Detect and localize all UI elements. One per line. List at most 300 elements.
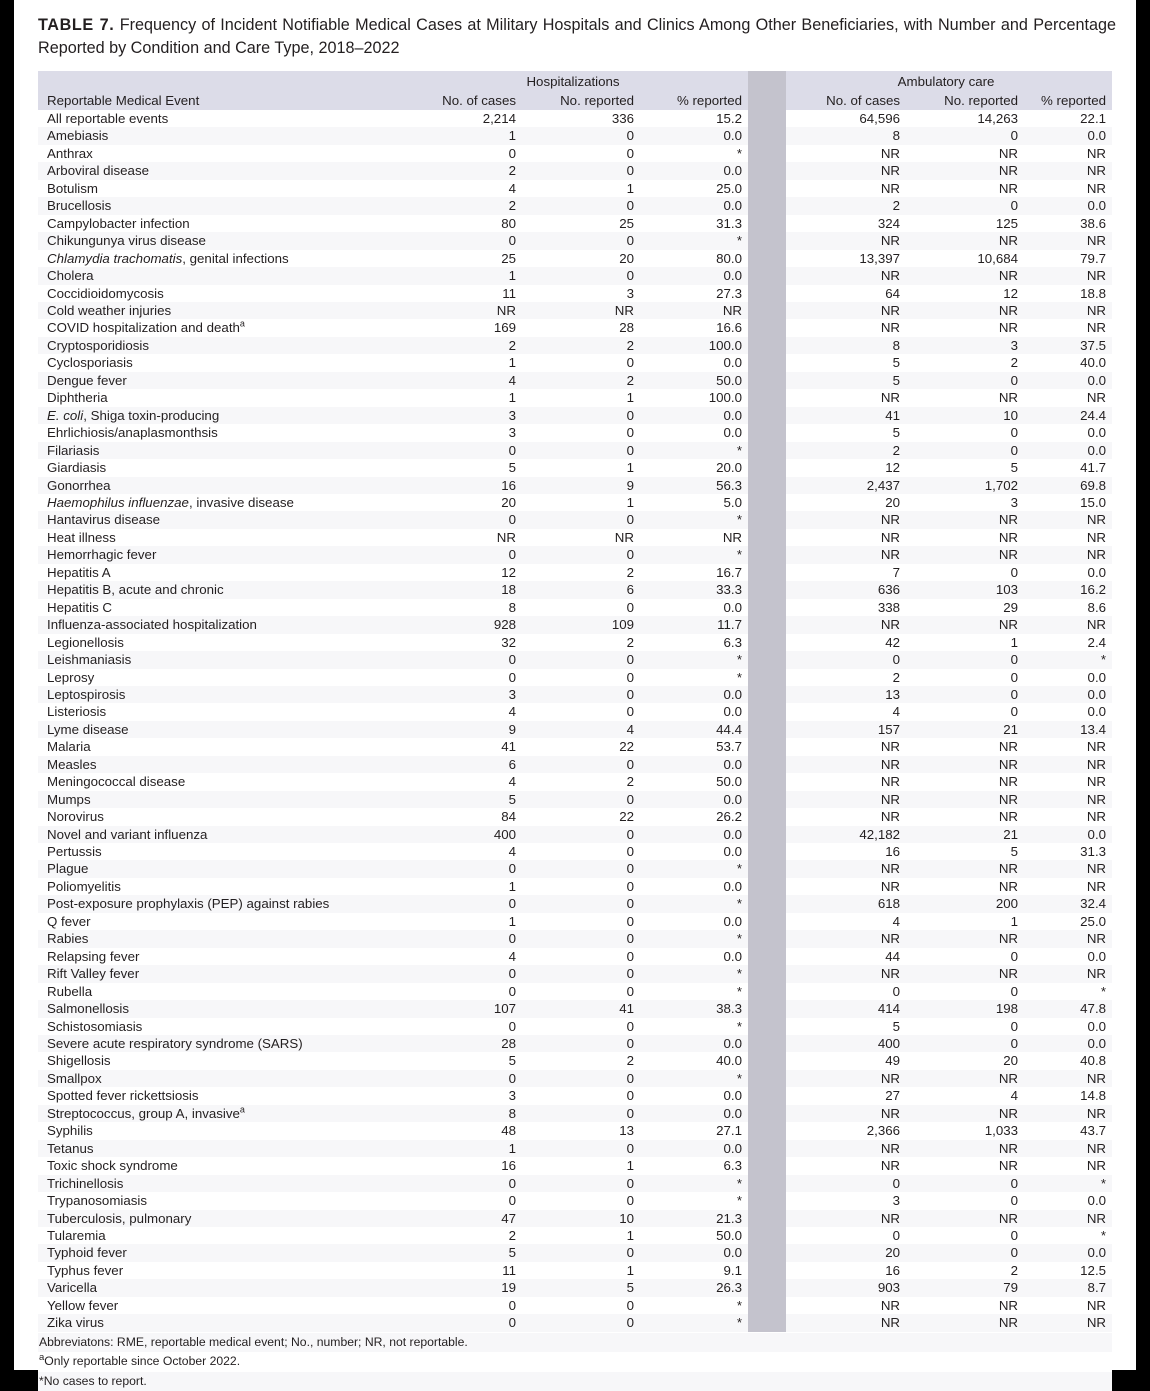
cell-amb-cases: 2,437: [786, 477, 906, 494]
footnote-star-marker: *: [39, 1373, 44, 1388]
cell-hosp-cases: 1: [404, 354, 522, 371]
cell-hosp-percent: 0.0: [640, 197, 748, 214]
table-row: [38, 285, 1112, 302]
cell-hosp-percent: 0.0: [640, 354, 748, 371]
column-separator: [748, 703, 786, 720]
cell-hosp-cases: 0: [404, 232, 522, 249]
cell-hosp-reported: 0: [522, 826, 640, 843]
cell-hosp-percent: *: [640, 651, 748, 668]
column-separator: [748, 337, 786, 354]
column-separator: [748, 1227, 786, 1244]
cell-amb-percent: NR: [1024, 145, 1112, 162]
cell-amb-percent: 0.0: [1024, 197, 1112, 214]
cell-event-name: Typhoid fever: [38, 1244, 404, 1261]
cell-amb-reported: 3: [906, 337, 1024, 354]
cell-hosp-cases: 3: [404, 686, 522, 703]
table-row: [38, 197, 1112, 214]
table-row: [38, 1262, 1112, 1279]
cell-amb-cases: 49: [786, 1052, 906, 1069]
cell-amb-percent: NR: [1024, 389, 1112, 406]
cell-amb-cases: 20: [786, 494, 906, 511]
header-group-row: [38, 71, 1112, 90]
column-separator: [748, 634, 786, 651]
cell-hosp-cases: 5: [404, 459, 522, 476]
cell-amb-percent: 25.0: [1024, 913, 1112, 930]
cell-hosp-percent: *: [640, 669, 748, 686]
cell-amb-reported: NR: [906, 529, 1024, 546]
cell-hosp-cases: 400: [404, 826, 522, 843]
table-row: [38, 703, 1112, 720]
cell-hosp-cases: 1: [404, 913, 522, 930]
column-separator: [748, 319, 786, 336]
cell-amb-reported: 198: [906, 1000, 1024, 1017]
cell-hosp-reported: 4: [522, 721, 640, 738]
cell-hosp-percent: 6.3: [640, 634, 748, 651]
cell-event-name: Norovirus: [38, 808, 404, 825]
cell-hosp-reported: 0: [522, 546, 640, 563]
column-separator: [748, 965, 786, 982]
cell-hosp-percent: 16.7: [640, 564, 748, 581]
cell-hosp-cases: 0: [404, 669, 522, 686]
footnotes-block: [38, 1333, 1112, 1391]
cell-hosp-cases: 19: [404, 1279, 522, 1296]
cell-hosp-percent: 31.3: [640, 215, 748, 232]
cell-amb-cases: 400: [786, 1035, 906, 1052]
cell-hosp-reported: 1: [522, 1157, 640, 1174]
table-row: [38, 529, 1112, 546]
cell-hosp-reported: 0: [522, 1035, 640, 1052]
header-hosp-reported: No. reported: [522, 90, 640, 110]
cell-event-name: Yellow fever: [38, 1297, 404, 1314]
cell-amb-reported: NR: [906, 1070, 1024, 1087]
notifiable-events-table: [38, 71, 1112, 1332]
cell-hosp-percent: 0.0: [640, 127, 748, 144]
cell-hosp-percent: 25.0: [640, 180, 748, 197]
cell-hosp-percent: 27.1: [640, 1122, 748, 1139]
cell-hosp-cases: 5: [404, 791, 522, 808]
table-row: [38, 477, 1112, 494]
cell-event-name: Varicella: [38, 1279, 404, 1296]
cell-event-name: Rabies: [38, 930, 404, 947]
cell-hosp-percent: 0.0: [640, 1244, 748, 1261]
cell-hosp-cases: 8: [404, 1105, 522, 1122]
table-row: [38, 250, 1112, 267]
cell-amb-cases: 338: [786, 599, 906, 616]
column-separator: [748, 1279, 786, 1296]
cell-amb-reported: 125: [906, 215, 1024, 232]
header-col-event: Reportable Medical Event: [38, 90, 404, 110]
header-group-hospitalizations: Hospitalizations: [404, 71, 748, 90]
table-row: [38, 389, 1112, 406]
cell-amb-percent: NR: [1024, 1105, 1112, 1122]
table-row: [38, 669, 1112, 686]
cell-hosp-reported: 0: [522, 1105, 640, 1122]
cell-amb-cases: NR: [786, 319, 906, 336]
cell-amb-reported: NR: [906, 1297, 1024, 1314]
cell-amb-reported: NR: [906, 267, 1024, 284]
cell-hosp-cases: 16: [404, 477, 522, 494]
cell-event-name: Anthrax: [38, 145, 404, 162]
cell-amb-percent: 16.2: [1024, 581, 1112, 598]
cell-event-name: Shigellosis: [38, 1052, 404, 1069]
cell-hosp-percent: 27.3: [640, 285, 748, 302]
cell-event-name: Cholera: [38, 267, 404, 284]
cell-hosp-cases: 0: [404, 965, 522, 982]
cell-hosp-cases: 11: [404, 285, 522, 302]
table-row: [38, 634, 1112, 651]
cell-hosp-cases: 12: [404, 564, 522, 581]
cell-amb-reported: 12: [906, 285, 1024, 302]
cell-amb-cases: NR: [786, 267, 906, 284]
footnote-star-text: No cases to report.: [43, 1373, 147, 1388]
column-separator: [748, 1210, 786, 1227]
cell-hosp-cases: 107: [404, 1000, 522, 1017]
cell-hosp-cases: 4: [404, 703, 522, 720]
cell-hosp-percent: 100.0: [640, 337, 748, 354]
table-row: [38, 686, 1112, 703]
cell-event-name: Hepatitis B, acute and chronic: [38, 581, 404, 598]
cell-hosp-reported: 0: [522, 965, 640, 982]
cell-hosp-percent: 0.0: [640, 791, 748, 808]
column-separator: [748, 442, 786, 459]
cell-hosp-percent: *: [640, 145, 748, 162]
column-separator: [748, 285, 786, 302]
cell-amb-percent: 38.6: [1024, 215, 1112, 232]
cell-hosp-cases: 2: [404, 337, 522, 354]
cell-amb-reported: NR: [906, 808, 1024, 825]
cell-amb-cases: NR: [786, 1070, 906, 1087]
cell-amb-reported: NR: [906, 232, 1024, 249]
column-separator: [748, 913, 786, 930]
table-row: [38, 808, 1112, 825]
cell-amb-cases: 4: [786, 703, 906, 720]
table-number: TABLE 7.: [38, 16, 115, 34]
cell-hosp-cases: 3: [404, 424, 522, 441]
column-separator: [748, 808, 786, 825]
cell-hosp-reported: 20: [522, 250, 640, 267]
column-separator: [748, 1070, 786, 1087]
cell-hosp-cases: 1: [404, 1140, 522, 1157]
table-row: [38, 232, 1112, 249]
cell-amb-reported: 2: [906, 1262, 1024, 1279]
cell-amb-cases: 5: [786, 1018, 906, 1035]
column-separator: [748, 1105, 786, 1122]
cell-amb-percent: *: [1024, 1175, 1112, 1192]
cell-event-name: Chlamydia trachomatis, genital infections: [38, 250, 404, 267]
column-separator: [748, 477, 786, 494]
cell-hosp-percent: 0.0: [640, 267, 748, 284]
cell-amb-percent: 40.0: [1024, 354, 1112, 371]
cell-amb-reported: NR: [906, 930, 1024, 947]
cell-amb-cases: 2: [786, 442, 906, 459]
cell-event-name: Measles: [38, 756, 404, 773]
cell-amb-percent: 0.0: [1024, 703, 1112, 720]
cell-amb-cases: 8: [786, 127, 906, 144]
cell-hosp-reported: 0: [522, 1297, 640, 1314]
cell-hosp-percent: 0.0: [640, 843, 748, 860]
column-separator: [748, 372, 786, 389]
cell-amb-percent: 32.4: [1024, 895, 1112, 912]
cell-hosp-percent: 0.0: [640, 948, 748, 965]
cell-event-name: Giardiasis: [38, 459, 404, 476]
cell-hosp-reported: 0: [522, 1018, 640, 1035]
cell-event-name: Zika virus: [38, 1314, 404, 1331]
column-separator: [748, 1018, 786, 1035]
cell-amb-cases: 27: [786, 1087, 906, 1104]
column-separator: [748, 651, 786, 668]
cell-amb-percent: NR: [1024, 162, 1112, 179]
cell-hosp-cases: 0: [404, 511, 522, 528]
cell-amb-reported: 0: [906, 442, 1024, 459]
cell-hosp-cases: 0: [404, 651, 522, 668]
cell-hosp-reported: 25: [522, 215, 640, 232]
cell-amb-cases: 5: [786, 354, 906, 371]
table-row: [38, 1297, 1112, 1314]
cell-amb-cases: 13: [786, 686, 906, 703]
cell-amb-cases: NR: [786, 180, 906, 197]
cell-amb-cases: 903: [786, 1279, 906, 1296]
table-row: [38, 756, 1112, 773]
cell-amb-cases: NR: [786, 1105, 906, 1122]
header-subrow: [38, 90, 1112, 110]
cell-amb-cases: NR: [786, 965, 906, 982]
cell-amb-percent: 0.0: [1024, 686, 1112, 703]
cell-amb-percent: 0.0: [1024, 1035, 1112, 1052]
cell-amb-cases: 324: [786, 215, 906, 232]
cell-amb-percent: 15.0: [1024, 494, 1112, 511]
cell-amb-percent: NR: [1024, 180, 1112, 197]
cell-amb-reported: 0: [906, 564, 1024, 581]
cell-hosp-reported: 0: [522, 267, 640, 284]
cell-hosp-percent: 0.0: [640, 913, 748, 930]
column-separator: [748, 1052, 786, 1069]
cell-amb-percent: 0.0: [1024, 372, 1112, 389]
cell-amb-percent: 14.8: [1024, 1087, 1112, 1104]
cell-event-name: Arboviral disease: [38, 162, 404, 179]
event-name-italic: Chlamydia trachomatis: [47, 250, 183, 266]
cell-hosp-percent: NR: [640, 302, 748, 319]
cell-amb-reported: NR: [906, 145, 1024, 162]
cell-amb-cases: 13,397: [786, 250, 906, 267]
header-hosp-cases: No. of cases: [404, 90, 522, 110]
cell-hosp-cases: 4: [404, 948, 522, 965]
cell-amb-percent: NR: [1024, 616, 1112, 633]
cell-amb-reported: NR: [906, 302, 1024, 319]
cell-amb-percent: NR: [1024, 1070, 1112, 1087]
cell-event-name: Mumps: [38, 791, 404, 808]
cell-amb-reported: 0: [906, 948, 1024, 965]
column-separator: [748, 1262, 786, 1279]
cell-amb-percent: NR: [1024, 1297, 1112, 1314]
cell-amb-reported: NR: [906, 389, 1024, 406]
cell-event-name: Malaria: [38, 738, 404, 755]
column-separator: [748, 756, 786, 773]
column-separator: [748, 1297, 786, 1314]
cell-hosp-reported: 22: [522, 808, 640, 825]
cell-amb-cases: NR: [786, 878, 906, 895]
column-separator: [748, 878, 786, 895]
cell-hosp-reported: 22: [522, 738, 640, 755]
cell-hosp-cases: 3: [404, 407, 522, 424]
column-separator: [748, 389, 786, 406]
cell-amb-cases: NR: [786, 860, 906, 877]
table-row: [38, 599, 1112, 616]
cell-amb-cases: 2: [786, 669, 906, 686]
table-row: [38, 948, 1112, 965]
cell-amb-cases: 157: [786, 721, 906, 738]
cell-hosp-reported: 9: [522, 477, 640, 494]
cell-hosp-percent: *: [640, 1314, 748, 1331]
cell-hosp-cases: 1: [404, 878, 522, 895]
cell-event-name: Campylobacter infection: [38, 215, 404, 232]
table-row: [38, 913, 1112, 930]
column-separator: [748, 267, 786, 284]
cell-amb-percent: NR: [1024, 302, 1112, 319]
column-separator: [748, 1244, 786, 1261]
cell-amb-reported: NR: [906, 162, 1024, 179]
cell-amb-reported: 1,702: [906, 477, 1024, 494]
cell-hosp-percent: 26.3: [640, 1279, 748, 1296]
header-group-blank: [38, 71, 404, 90]
column-separator: [748, 215, 786, 232]
cell-amb-reported: 0: [906, 197, 1024, 214]
column-separator: [748, 1122, 786, 1139]
cell-event-name: Hemorrhagic fever: [38, 546, 404, 563]
cell-event-name: Cryptosporidiosis: [38, 337, 404, 354]
cell-hosp-cases: 16: [404, 1157, 522, 1174]
cell-hosp-cases: 5: [404, 1052, 522, 1069]
cell-amb-reported: 5: [906, 459, 1024, 476]
cell-hosp-percent: 9.1: [640, 1262, 748, 1279]
cell-hosp-cases: 41: [404, 738, 522, 755]
column-separator: [748, 843, 786, 860]
column-separator: [748, 721, 786, 738]
cell-hosp-cases: 4: [404, 773, 522, 790]
cell-hosp-percent: 40.0: [640, 1052, 748, 1069]
cell-hosp-cases: 0: [404, 546, 522, 563]
cell-hosp-percent: 21.3: [640, 1210, 748, 1227]
cell-hosp-reported: 13: [522, 1122, 640, 1139]
cell-hosp-reported: 109: [522, 616, 640, 633]
cell-amb-reported: 5: [906, 843, 1024, 860]
cell-hosp-cases: 28: [404, 1035, 522, 1052]
cell-amb-cases: 7: [786, 564, 906, 581]
cell-amb-percent: NR: [1024, 930, 1112, 947]
column-separator: [748, 354, 786, 371]
cell-amb-percent: 0.0: [1024, 1018, 1112, 1035]
cell-hosp-reported: 0: [522, 895, 640, 912]
cell-amb-reported: NR: [906, 860, 1024, 877]
cell-amb-reported: NR: [906, 180, 1024, 197]
cell-amb-cases: NR: [786, 1297, 906, 1314]
cell-amb-cases: NR: [786, 616, 906, 633]
table-row: [38, 1105, 1112, 1122]
table-row: [38, 354, 1112, 371]
cell-amb-percent: NR: [1024, 319, 1112, 336]
cell-hosp-percent: *: [640, 930, 748, 947]
table-row: [38, 721, 1112, 738]
column-separator: [748, 232, 786, 249]
cell-amb-percent: NR: [1024, 1314, 1112, 1331]
cell-hosp-percent: *: [640, 1018, 748, 1035]
cell-hosp-reported: 0: [522, 843, 640, 860]
column-separator: [748, 90, 786, 110]
cell-amb-cases: NR: [786, 302, 906, 319]
cell-hosp-cases: 2: [404, 162, 522, 179]
cell-hosp-percent: 80.0: [640, 250, 748, 267]
cell-event-name: Haemophilus influenzae, invasive disease: [38, 494, 404, 511]
cell-hosp-reported: 1: [522, 389, 640, 406]
column-separator: [748, 546, 786, 563]
cell-amb-percent: 40.8: [1024, 1052, 1112, 1069]
cell-hosp-reported: 1: [522, 180, 640, 197]
cell-event-name: Trichinellosis: [38, 1175, 404, 1192]
cell-event-name: Hepatitis A: [38, 564, 404, 581]
cell-event-name: Schistosomiasis: [38, 1018, 404, 1035]
cell-hosp-reported: 0: [522, 1314, 640, 1331]
cell-hosp-percent: 33.3: [640, 581, 748, 598]
cell-hosp-cases: 2,214: [404, 110, 522, 127]
cell-event-name: Influenza-associated hospitalization: [38, 616, 404, 633]
cell-hosp-percent: 0.0: [640, 1087, 748, 1104]
cell-amb-cases: NR: [786, 791, 906, 808]
cell-hosp-reported: 0: [522, 1192, 640, 1209]
column-separator: [748, 529, 786, 546]
cell-hosp-percent: 20.0: [640, 459, 748, 476]
column-separator: [748, 110, 786, 127]
cell-amb-percent: NR: [1024, 1210, 1112, 1227]
cell-hosp-cases: 0: [404, 442, 522, 459]
table-row: [38, 511, 1112, 528]
table-row: [38, 1070, 1112, 1087]
cell-event-name: Novel and variant influenza: [38, 826, 404, 843]
cell-event-name: Cold weather injuries: [38, 302, 404, 319]
cell-amb-percent: NR: [1024, 1157, 1112, 1174]
cell-hosp-percent: *: [640, 1192, 748, 1209]
cell-amb-percent: 79.7: [1024, 250, 1112, 267]
cell-hosp-cases: 0: [404, 1070, 522, 1087]
table-title-text: Frequency of Incident Notifiable Medical Cases at Military Hospitals and Clinics Among Other Beneficiaries, with Number and Percentage Reported by Condition and Care Type, 2018–2022: [38, 16, 1116, 57]
header-hosp-percent: % reported: [640, 90, 748, 110]
cell-amb-cases: NR: [786, 930, 906, 947]
cell-hosp-cases: 47: [404, 1210, 522, 1227]
cell-amb-reported: 0: [906, 1175, 1024, 1192]
footnote-marker: a: [239, 319, 245, 330]
cell-amb-reported: 0: [906, 127, 1024, 144]
header-group-ambulatory: Ambulatory care: [786, 71, 1112, 90]
cell-event-name: Lyme disease: [38, 721, 404, 738]
cell-amb-cases: NR: [786, 546, 906, 563]
cell-amb-reported: 0: [906, 983, 1024, 1000]
cell-amb-cases: 0: [786, 1227, 906, 1244]
cell-event-name: Streptococcus, group A, invasive$^a$: [38, 1105, 404, 1122]
cell-hosp-cases: 9: [404, 721, 522, 738]
column-separator: [748, 459, 786, 476]
cell-amb-percent: *: [1024, 651, 1112, 668]
cell-amb-cases: 3: [786, 1192, 906, 1209]
cell-hosp-reported: NR: [522, 529, 640, 546]
table-row: [38, 372, 1112, 389]
table-row: [38, 145, 1112, 162]
table-row: [38, 546, 1112, 563]
table-row: [38, 1000, 1112, 1017]
cell-hosp-reported: 0: [522, 197, 640, 214]
cell-event-name: Salmonellosis: [38, 1000, 404, 1017]
column-separator: [748, 895, 786, 912]
cell-amb-cases: 414: [786, 1000, 906, 1017]
column-separator: [748, 599, 786, 616]
column-separator: [748, 145, 786, 162]
